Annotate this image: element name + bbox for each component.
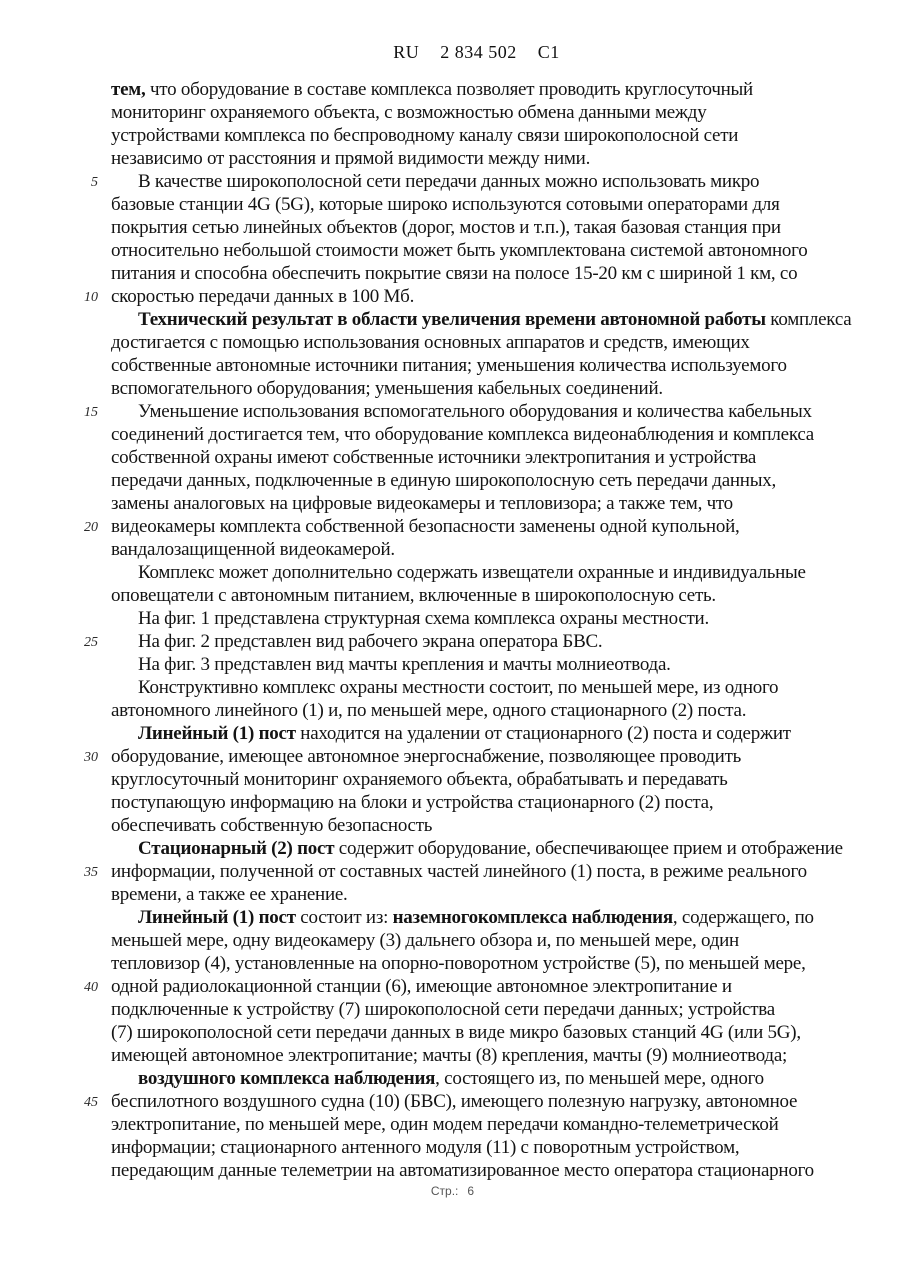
text-line: [111, 1067, 826, 1090]
text-line: [111, 101, 826, 124]
text-line-content: информации; стационарного антенного модуля (11) с поворотным устройством,: [111, 1137, 740, 1158]
text-line: [111, 469, 826, 492]
text-line: [111, 722, 826, 745]
line-number: 20: [84, 520, 98, 535]
text-line: [111, 561, 826, 584]
text-line-content: меньшей мере, одну видеокамеру (3) дальнего обзора и, по меньшей мере, один: [111, 930, 739, 951]
text-line: [91, 170, 826, 193]
text-line: [111, 607, 826, 630]
text-line-content: беспилотного воздушного судна (10) (БВС), имеющего полезную нагрузку, автономное: [111, 1091, 798, 1112]
text-line-content: обеспечивать собственную безопасность: [111, 815, 433, 836]
line-number: 15: [84, 405, 98, 420]
text-line: [111, 791, 826, 814]
text-line-content: (7) широкополосной сети передачи данных в виде микро базовых станций 4G (или 5G),: [111, 1022, 801, 1043]
document-country-code: RU: [393, 42, 420, 62]
line-number: 25: [84, 635, 98, 650]
text-line-content: Линейный (1) пост находится на удалении от стационарного (2) поста и содержит: [138, 723, 791, 744]
text-line-content: скоростью передачи данных в 100 Мб.: [111, 286, 415, 307]
text-line: [111, 1113, 826, 1136]
text-line-content: Уменьшение использования вспомогательного оборудования и количества кабельных: [138, 401, 812, 422]
page-footer-value: 6: [467, 1184, 475, 1198]
page-footer: [0, 1184, 905, 1198]
line-number: 40: [84, 980, 98, 995]
text-line: [111, 331, 826, 354]
text-line-content: достигается с помощью использования основных аппаратов и средств, имеющих: [111, 332, 750, 353]
text-line: [111, 906, 826, 929]
document-publication-number: 2 834 502: [440, 42, 517, 62]
document-kind-code: C1: [537, 42, 560, 62]
text-line-content: покрытия сетью линейных объектов (дорог, мостов и т.п.), такая базовая станция при: [111, 217, 781, 238]
text-line: [111, 78, 826, 101]
text-line-content: вандалозащищенной видеокамерой.: [111, 539, 395, 560]
text-line: [84, 630, 826, 653]
text-line: [111, 1021, 826, 1044]
text-line-content: соединений достигается тем, что оборудование комплекса видеонаблюдения и комплекса: [111, 424, 814, 445]
text-line: [111, 699, 826, 722]
text-line: [111, 768, 826, 791]
text-line-content: поступающую информацию на блоки и устройства стационарного (2) поста,: [111, 792, 714, 813]
text-line-content: имеющей автономное электропитание; мачты (8) крепления, мачты (9) молниеотвода;: [111, 1045, 788, 1066]
text-line: [111, 147, 826, 170]
text-line: [111, 998, 826, 1021]
text-line: [111, 814, 826, 837]
text-line-content: питания и способна обеспечить покрытие связи на полосе 15-20 км с шириной 1 км, со: [111, 263, 798, 284]
text-line: [111, 1159, 826, 1182]
text-line: [111, 1044, 826, 1067]
text-line-content: тепловизор (4), установленные на опорно-поворотном устройстве (5), по меньшей мере,: [111, 953, 806, 974]
line-number: 5: [91, 175, 98, 190]
page-footer-label: Стр.:: [430, 1184, 459, 1198]
text-line: [84, 860, 826, 883]
line-number: 35: [84, 865, 98, 880]
text-line-content: независимо от расстояния и прямой видимости между ними.: [111, 148, 591, 169]
text-line: [111, 1136, 826, 1159]
text-line: [111, 883, 826, 906]
text-line-content: В качестве широкополосной сети передачи данных можно использовать микро: [138, 171, 760, 192]
text-line: [111, 239, 826, 262]
text-line: [111, 262, 826, 285]
text-line-content: На фиг. 3 представлен вид мачты крепления и мачты молниеотвода.: [138, 654, 671, 675]
text-line-content: автономного линейного (1) и, по меньшей мере, одного стационарного (2) поста.: [111, 700, 747, 721]
text-line: [111, 354, 826, 377]
line-number: 45: [84, 1095, 98, 1110]
text-body: [84, 78, 852, 1182]
text-line-content: видеокамеры комплекта собственной безопасности заменены одной купольной,: [111, 516, 740, 537]
text-line-content: электропитание, по меньшей мере, один модем передачи командно-телеметрической: [111, 1114, 779, 1135]
text-line-content: одной радиолокационной станции (6), имеющие автономное электропитание и: [111, 976, 732, 997]
text-line: [111, 952, 826, 975]
text-line-content: вспомогательного оборудования; уменьшения кабельных соединений.: [111, 378, 663, 399]
text-line-content: оборудование, имеющее автономное энергоснабжение, позволяющее проводить: [111, 746, 742, 767]
text-line-content: базовые станции 4G (5G), которые широко используются сотовыми операторами для: [111, 194, 780, 215]
text-line: [84, 285, 826, 308]
text-line-content: оповещатели с автономным питанием, включенные в широкополосную сеть.: [111, 585, 716, 606]
text-line: [111, 446, 826, 469]
text-line-content: воздушного комплекса наблюдения, состоящего из, по меньшей мере, одного: [138, 1068, 764, 1089]
text-line-content: замены аналоговых на цифровые видеокамеры и тепловизора; а также тем, что: [111, 493, 733, 514]
text-line: [111, 653, 826, 676]
text-line: [111, 929, 826, 952]
text-line-content: собственной охраны имеют собственные источники электропитания и устройства: [111, 447, 757, 468]
text-line-content: тем, что оборудование в составе комплекса позволяет проводить круглосуточный: [111, 79, 753, 100]
text-line-content: Технический результат в области увеличения времени автономной работы комплекса: [138, 309, 852, 330]
text-line: [84, 400, 826, 423]
line-number: 10: [84, 290, 98, 305]
text-line: [84, 975, 826, 998]
text-line: [111, 377, 826, 400]
text-line-content: времени, а также ее хранение.: [111, 884, 348, 905]
text-line: [84, 1090, 826, 1113]
text-line-content: Стационарный (2) пост содержит оборудование, обеспечивающее прием и отображение: [138, 838, 843, 859]
line-number: 30: [84, 750, 98, 765]
text-line: [111, 308, 852, 331]
text-line: [111, 492, 826, 515]
text-line: [84, 515, 826, 538]
text-line-content: устройствами комплекса по беспроводному каналу связи широкополосной сети: [111, 125, 739, 146]
text-line: [111, 124, 826, 147]
text-line-content: Комплекс может дополнительно содержать извещатели охранные и индивидуальные: [138, 562, 806, 583]
text-line: [84, 745, 826, 768]
text-line-content: передающим данные телеметрии на автоматизированное место оператора стационарного: [111, 1160, 814, 1181]
text-line: [111, 538, 826, 561]
text-line: [111, 837, 843, 860]
text-line: [111, 216, 826, 239]
text-line-content: На фиг. 2 представлен вид рабочего экрана оператора БВС.: [138, 631, 603, 652]
text-line-content: информации, полученной от составных частей линейного (1) поста, в режиме реального: [111, 861, 807, 882]
text-line-content: мониторинг охраняемого объекта, с возможностью обмена данными между: [111, 102, 707, 123]
text-line: [111, 193, 826, 216]
text-line-content: подключенные к устройству (7) широкополосной сети передачи данных; устройства: [111, 999, 775, 1020]
text-line-content: передачи данных, подключенные в единую широкополосную сеть передачи данных,: [111, 470, 776, 491]
text-line-content: Конструктивно комплекс охраны местности состоит, по меньшей мере, из одного: [138, 677, 779, 698]
document-number: [24, 42, 905, 63]
text-line: [111, 584, 826, 607]
text-line-content: Линейный (1) пост состоит из: наземногокомплекса наблюдения, содержащего, по: [138, 907, 814, 928]
text-line-content: относительно небольшой стоимости может быть укомплектована системой автономного: [111, 240, 808, 261]
text-line: [111, 676, 826, 699]
text-line-content: собственные автономные источники питания; уменьшения количества используемого: [111, 355, 787, 376]
text-line-content: круглосуточный мониторинг охраняемого объекта, обрабатывать и передавать: [111, 769, 728, 790]
text-line: [111, 423, 826, 446]
text-line-content: На фиг. 1 представлена структурная схема комплекса охраны местности.: [138, 608, 709, 629]
